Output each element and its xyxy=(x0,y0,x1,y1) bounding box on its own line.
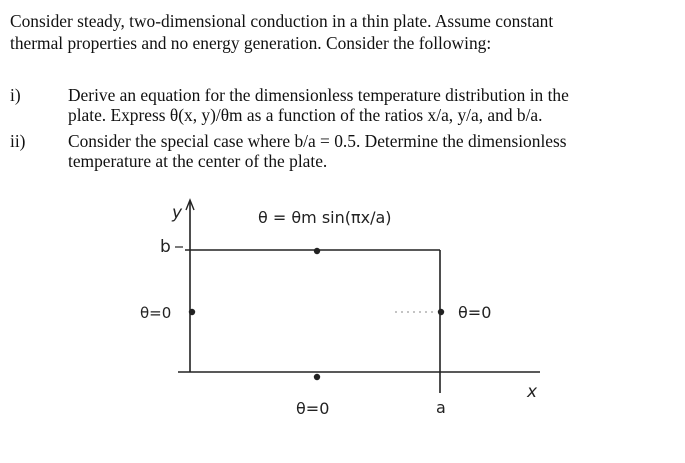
top-boundary-label: θ = θm sin(πx/a) xyxy=(258,208,392,227)
intro-line-2: thermal properties and no energy generation. Consider the following: xyxy=(10,33,492,53)
width-label: a xyxy=(436,398,446,417)
item-number: i) xyxy=(10,85,21,105)
x-axis-label: x xyxy=(527,382,538,402)
left-boundary-label: θ=0 xyxy=(140,304,172,322)
intro-line-1: Consider steady, two-dimensional conduction in a thin plate. Assume constant xyxy=(10,11,554,31)
left-boundary-dot xyxy=(189,309,195,315)
right-boundary-label: θ=0 xyxy=(458,303,492,322)
item-text-line: temperature at the center of the plate. xyxy=(68,151,328,171)
y-axis-label: y xyxy=(172,203,183,223)
top-boundary-dot xyxy=(314,248,320,254)
height-label: b xyxy=(160,237,171,257)
item-text-line: plate. Express θ(x, y)/θm as a function of the ratios x/a, y/a, and b/a. xyxy=(68,105,543,125)
item-number: ii) xyxy=(10,131,26,151)
bottom-boundary-label: θ=0 xyxy=(296,399,330,418)
item-text-line: Consider the special case where b/a = 0.5. Determine the dimensionless xyxy=(68,131,567,151)
item-text-line: Derive an equation for the dimensionless temperature distribution in the xyxy=(68,85,569,105)
bottom-boundary-dot xyxy=(314,374,320,380)
right-boundary-dot xyxy=(438,309,444,315)
